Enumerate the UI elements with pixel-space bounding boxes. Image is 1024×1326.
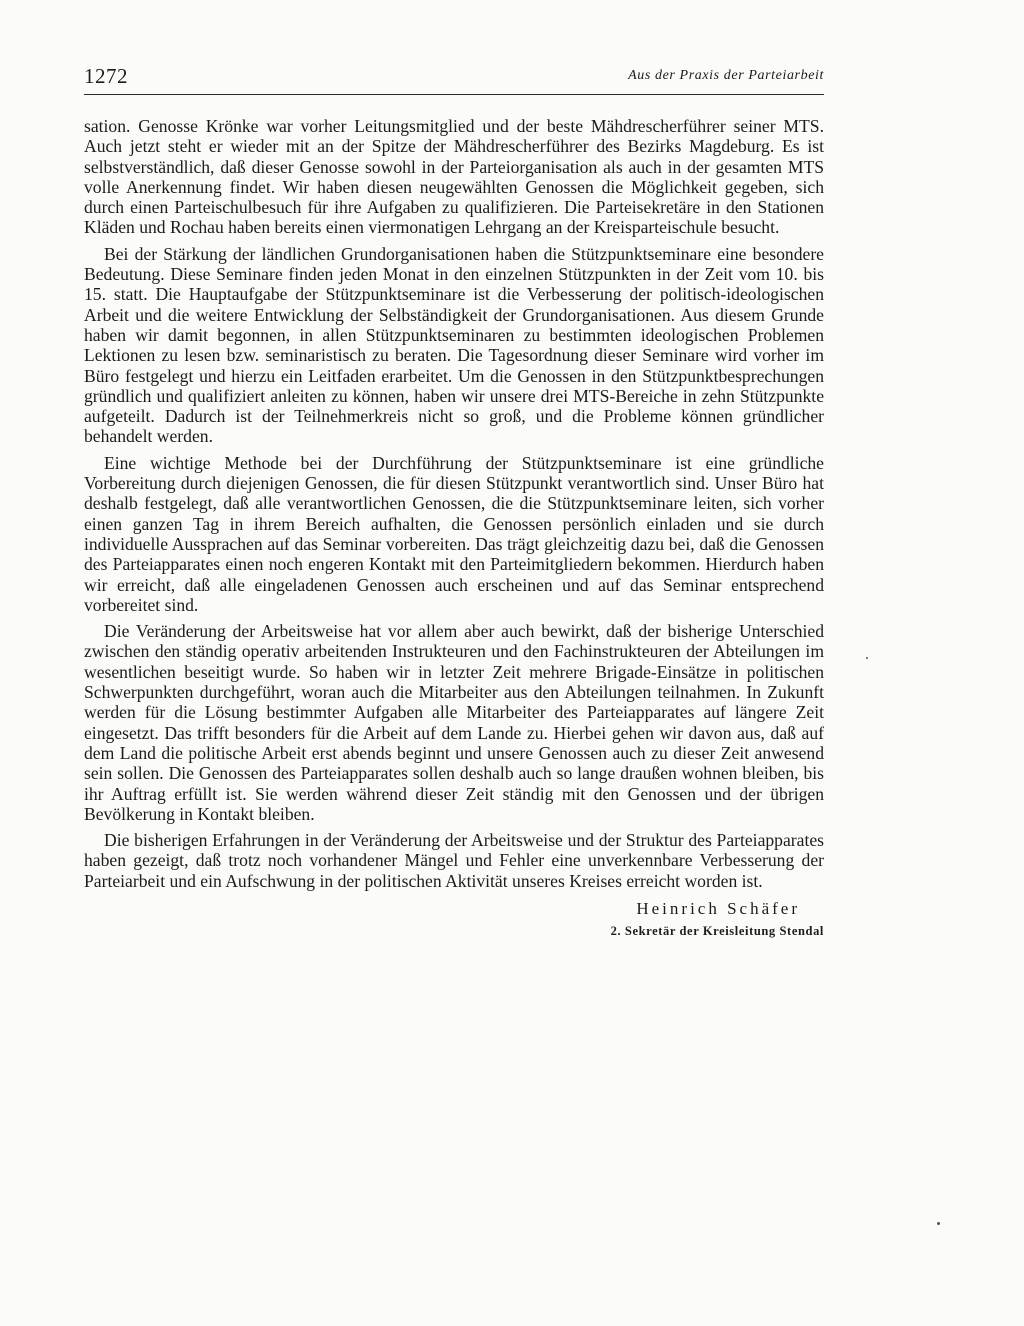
paragraph: Die bisherigen Erfahrungen in der Veränderung der Arbeitsweise und der Struktur des Parteiapparates haben gezeigt, daß trotz noch vorhandener Mängel und Fehler eine unverkennbare Verbesserung der Parteiarbeit und ein Aufschwung in der politischen Aktivität unseres Kreises erreicht worden ist. <box>84 830 824 891</box>
document-page <box>84 58 824 951</box>
page-header <box>84 58 824 96</box>
paragraph-continuation: sation. Genosse Krönke war vorher Leitungsmitglied und der beste Mähdrescherführer seiner MTS. Auch jetzt steht er wieder mit an der Spitze der Mähdrescherführer des Bezirks Magdeburg. Es ist selbstverständlich, daß dieser Genosse sowohl in der Parteiorganisation als auch in der gesamten MTS volle Anerkennung findet. Wir haben diesen neugewählten Genossen die Möglichkeit gegeben, sich durch einen Parteischulbesuch für ihre Aufgaben zu qualifizieren. Die Parteisekretäre in den Stationen Kläden und Rochau haben bereits einen viermonatigen Lehrgang an der Kreisparteischule besucht. <box>84 116 824 238</box>
print-speck <box>866 657 868 659</box>
print-speck <box>937 1222 940 1225</box>
paragraph: Die Veränderung der Arbeitsweise hat vor allem aber auch bewirkt, daß der bisherige Unterschied zwischen den ständig operativ arbeitenden Instrukteuren und den Fachinstrukteuren der Abteilungen im wesentlichen beseitigt wurde. So haben wir in letzter Zeit mehrere Brigade-Einsätze in politischen Schwerpunkten durchgeführt, woran auch die Mitarbeiter aus den Abteilungen teilnahmen. In Zukunft werden für die Lösung bestimmter Aufgaben alle Mitarbeiter des Parteiapparates auf längere Zeit eingesetzt. Das trifft besonders für die Arbeit auf dem Lande zu. Hierbei gehen wir davon aus, daß auf dem Land die politische Arbeit erst abends beginnt und unsere Genossen auch zu dieser Zeit anwesend sein sollen. Die Genossen des Parteiapparates sollen deshalb auch so lange draußen wohnen bleiben, bis ihr Auftrag erfüllt ist. Sie werden während dieser Zeit ständig mit den Genossen und der übrigen Bevölkerung in Kontakt bleiben. <box>84 621 824 824</box>
author-role: 2. Sekretär der Kreisleitung Stendal <box>610 923 824 938</box>
author-name: Heinrich Schäfer <box>636 898 800 918</box>
paragraph: Bei der Stärkung der ländlichen Grundorganisationen haben die Stützpunktseminare eine besondere Bedeutung. Diese Seminare finden jeden Monat in den einzelnen Stützpunkten in der Zeit vom 10. bis 15. statt. Die Hauptaufgabe der Stützpunktseminare ist die Verbesserung der politisch-ideologischen Arbeit und die weitere Entwicklung der Selbständigkeit der Grundorganisationen. Aus diesem Grunde haben wir damit begonnen, in allen Stützpunktseminaren zu bestimmten ideologischen Problemen Lektionen zu lesen bzw. seminaristisch zu beraten. Die Tagesordnung dieser Seminare wird vorher im Büro festgelegt und hierzu ein Leitfaden erarbeitet. Um die Genossen in den Stützpunktbesprechungen gründlich und qualifiziert anleiten zu können, haben wir unsere drei MTS-Bereiche in zehn Stützpunkte aufgeteilt. Dadurch ist der Teilnehmerkreis nicht so groß, und die Probleme können gründlicher behandelt werden. <box>84 243 824 447</box>
paragraph: Eine wichtige Methode bei der Durchführung der Stützpunktseminare ist eine gründliche Vorbereitung durch diejenigen Genossen, die für diesen Stützpunkt verantwortlich sind. Unser Büro hat deshalb festgelegt, daß alle verantwortlichen Genossen, die die Stützpunktseminare leiten, sich vorher einen ganzen Tag in ihrem Bereich aufhalten, die Genossen persönlich einladen und sie durch individuelle Aussprachen auf das Seminar vorbereiten. Das trägt gleichzeitig dazu bei, daß die Genossen des Parteiapparates einen noch engeren Kontakt mit den Parteimitgliedern bekommen. Hierdurch haben wir erreicht, daß alle eingeladenen Genossen auch erscheinen und auf das Seminar entsprechend vorbereitet sind. <box>84 452 824 615</box>
page-number: 1272 <box>84 64 128 88</box>
author-signature <box>84 899 824 951</box>
article-body <box>84 116 824 891</box>
running-head: Aus der Praxis der Parteiarbeit <box>628 68 824 83</box>
header-rule <box>84 94 824 95</box>
